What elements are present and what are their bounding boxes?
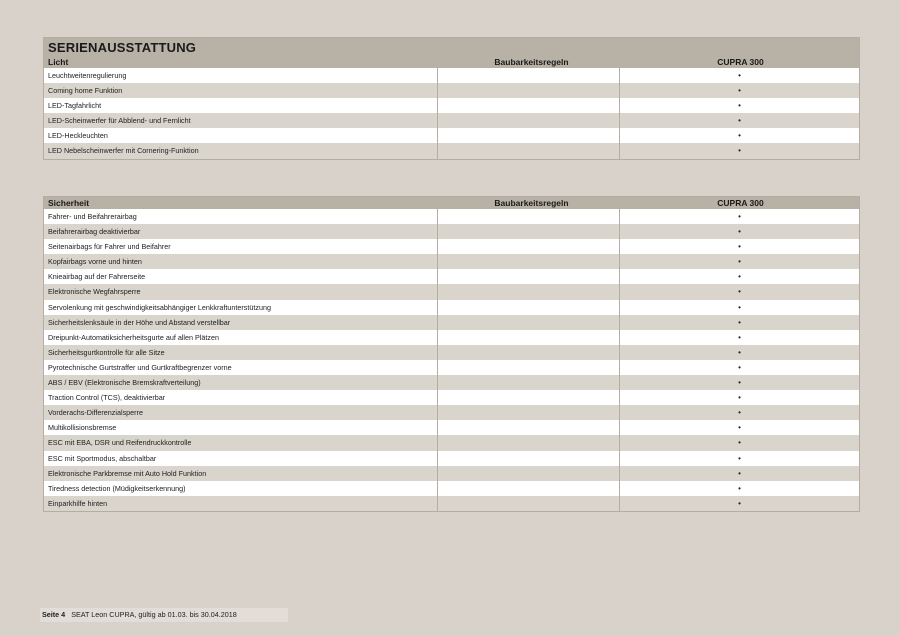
row-rule <box>438 98 620 113</box>
row-label: Multikollisionsbremse <box>44 420 438 435</box>
table-row <box>44 390 859 405</box>
row-label: ESC mit Sportmodus, abschaltbar <box>44 451 438 466</box>
row-value: • <box>738 86 741 96</box>
table-row <box>44 269 859 284</box>
row-value: • <box>738 146 741 156</box>
row-rule <box>438 143 620 158</box>
table-row <box>44 284 859 299</box>
row-rule <box>438 481 620 496</box>
row-value: • <box>738 116 741 126</box>
table-row <box>44 143 859 158</box>
row-label: Tiredness detection (Müdigkeitserkennung) <box>44 481 438 496</box>
row-rule <box>438 420 620 435</box>
row-rule <box>438 360 620 375</box>
row-label: Beifahrerairbag deaktivierbar <box>44 224 438 239</box>
column-header-model: CUPRA 300 <box>717 198 764 208</box>
row-label: Dreipunkt-Automatiksicherheitsgurte auf allen Plätzen <box>44 330 438 345</box>
page-number: Seite 4 <box>42 610 66 619</box>
row-rule <box>438 496 620 511</box>
row-value: • <box>738 438 741 448</box>
row-label: Sicherheitslenksäule in der Höhe und Abstand verstellbar <box>44 315 438 330</box>
row-rule <box>438 451 620 466</box>
row-value: • <box>738 498 741 508</box>
table-row <box>44 300 859 315</box>
row-value: • <box>738 101 741 111</box>
column-header-model: CUPRA 300 <box>717 57 764 67</box>
row-value: • <box>738 468 741 478</box>
row-value: • <box>738 423 741 433</box>
footer-text: SEAT Leon CUPRA, gültig ab 01.03. bis 30.04.2018 <box>71 610 237 619</box>
table-row <box>44 83 859 98</box>
row-rule <box>438 345 620 360</box>
row-label: Sicherheitsgurtkontrolle für alle Sitze <box>44 345 438 360</box>
section-heading: Sicherheit <box>48 198 90 208</box>
table-row <box>44 239 859 254</box>
table-row <box>44 315 859 330</box>
row-value: • <box>738 242 741 252</box>
row-value: • <box>738 332 741 342</box>
row-label: Kopfairbags vorne und hinten <box>44 254 438 269</box>
row-label: Seitenairbags für Fahrer und Beifahrer <box>44 239 438 254</box>
row-rule <box>438 375 620 390</box>
row-label: LED-Heckleuchten <box>44 128 438 143</box>
sicherheit-table <box>43 196 860 512</box>
row-value: • <box>738 257 741 267</box>
row-label: Pyrotechnische Gurtstraffer und Gurtkraftbegrenzer vorne <box>44 360 438 375</box>
row-rule <box>438 128 620 143</box>
row-value: • <box>738 212 741 221</box>
table-row <box>44 420 859 435</box>
table-row <box>44 451 859 466</box>
table-row <box>44 209 859 224</box>
row-rule <box>438 405 620 420</box>
table-row <box>44 68 859 83</box>
column-header-rules: Baubarkeitsregeln <box>494 57 569 67</box>
row-rule <box>438 113 620 128</box>
row-value: • <box>738 317 741 327</box>
row-value: • <box>738 483 741 493</box>
row-rule <box>438 315 620 330</box>
table-header <box>44 197 859 209</box>
row-label: Fahrer- und Beifahrerairbag <box>44 209 438 224</box>
row-rule <box>438 435 620 450</box>
row-rule <box>438 269 620 284</box>
row-label: Coming home Funktion <box>44 83 438 98</box>
row-rule <box>438 209 620 224</box>
page-title: SERIENAUSSTATTUNG <box>44 38 859 56</box>
row-label: LED-Tagfahrlicht <box>44 98 438 113</box>
table-row <box>44 98 859 113</box>
row-label: Traction Control (TCS), deaktivierbar <box>44 390 438 405</box>
table-row <box>44 375 859 390</box>
row-rule <box>438 224 620 239</box>
row-value: • <box>738 347 741 357</box>
page-footer <box>40 608 288 622</box>
table-header <box>44 56 859 68</box>
row-rule <box>438 239 620 254</box>
row-label: ABS / EBV (Elektronische Bremskraftverteilung) <box>44 375 438 390</box>
table-row <box>44 405 859 420</box>
table-row <box>44 128 859 143</box>
row-value: • <box>738 408 741 418</box>
table-row <box>44 481 859 496</box>
row-value: • <box>738 71 741 80</box>
row-value: • <box>738 287 741 297</box>
table-row <box>44 360 859 375</box>
row-label: LED Nebelscheinwerfer mit Cornering-Funktion <box>44 143 438 158</box>
row-label: Elektronische Parkbremse mit Auto Hold Funktion <box>44 466 438 481</box>
row-label: Vorderachs-Differenzialsperre <box>44 405 438 420</box>
row-label: Elektronische Wegfahrsperre <box>44 284 438 299</box>
row-value: • <box>738 302 741 312</box>
row-label: ESC mit EBA, DSR und Reifendruckkontrolle <box>44 435 438 450</box>
table-row <box>44 345 859 360</box>
row-rule <box>438 466 620 481</box>
row-label: Leuchtweitenregulierung <box>44 68 438 83</box>
table-row <box>44 496 859 511</box>
row-rule <box>438 330 620 345</box>
row-rule <box>438 390 620 405</box>
table-row <box>44 113 859 128</box>
row-rule <box>438 68 620 83</box>
column-header-rules: Baubarkeitsregeln <box>494 198 569 208</box>
row-value: • <box>738 131 741 141</box>
row-label: LED-Scheinwerfer für Abblend- und Fernlicht <box>44 113 438 128</box>
row-rule <box>438 300 620 315</box>
table-row <box>44 224 859 239</box>
row-value: • <box>738 272 741 282</box>
table-row <box>44 466 859 481</box>
table-row <box>44 330 859 345</box>
row-value: • <box>738 362 741 372</box>
section-heading: Licht <box>48 57 69 67</box>
row-value: • <box>738 378 741 388</box>
row-rule <box>438 83 620 98</box>
row-label: Knieairbag auf der Fahrerseite <box>44 269 438 284</box>
row-value: • <box>738 453 741 463</box>
row-value: • <box>738 227 741 237</box>
row-label: Servolenkung mit geschwindigkeitsabhängiger Lenkkraftunterstützung <box>44 300 438 315</box>
row-value: • <box>738 393 741 403</box>
row-label: Einparkhilfe hinten <box>44 496 438 511</box>
row-rule <box>438 284 620 299</box>
table-body <box>44 209 859 511</box>
row-rule <box>438 254 620 269</box>
table-row <box>44 254 859 269</box>
table-body <box>44 68 859 159</box>
licht-table <box>43 37 860 160</box>
table-row <box>44 435 859 450</box>
